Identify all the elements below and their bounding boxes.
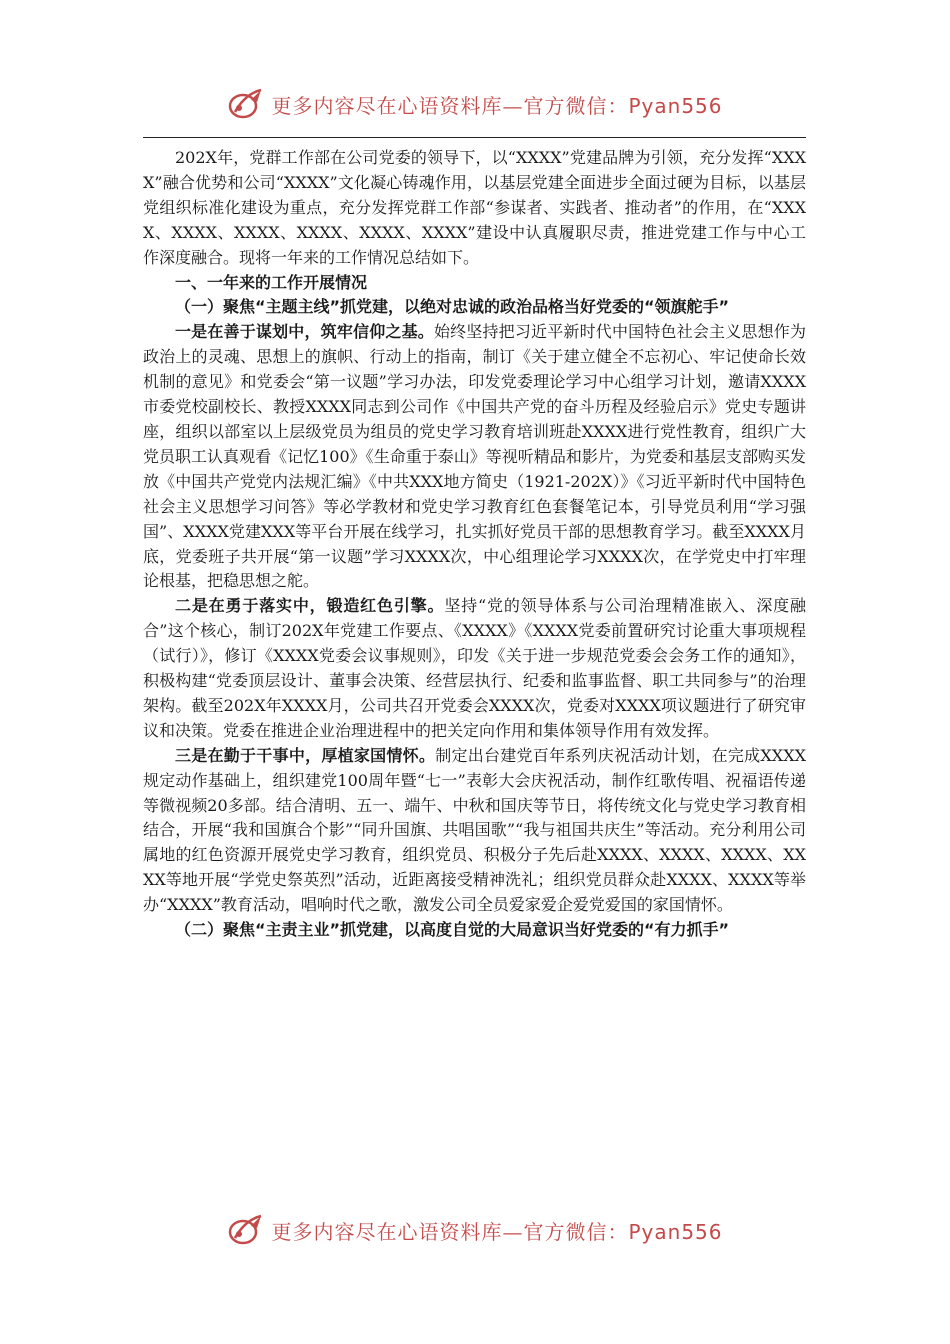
footer-banner xyxy=(0,1210,950,1250)
paragraph-3-lead: 三是在勤于干事中，厚植家国情怀。 xyxy=(175,745,436,765)
paragraph-3 xyxy=(143,744,806,918)
paragraph-2 xyxy=(143,594,806,743)
section-heading-1: 一、一年来的工作开展情况 xyxy=(175,272,368,292)
footer-wechat-id: Pyan556 xyxy=(628,1219,723,1244)
footer-banner-text: 更多内容尽在心语资料库—官方微信：Pyan556 xyxy=(271,1219,723,1244)
subsection-heading-1: （一）聚焦“主题主线”抓党建，以绝对忠诚的政治品格当好党委的“领旗舵手” xyxy=(175,297,730,317)
document-body xyxy=(143,146,806,943)
subsection-heading-2: （二）聚焦“主责主业”抓党建，以高度自觉的大局意识当好党委的“有力抓手” xyxy=(175,920,730,940)
paragraph-2-lead: 二是在勇于落实中，锻造红色引擎。 xyxy=(175,596,445,616)
pen-swirl-logo-icon xyxy=(227,1212,265,1248)
header-rule xyxy=(143,137,806,138)
pen-swirl-logo-icon xyxy=(227,86,265,122)
intro-paragraph: 202X年，党群工作部在公司党委的领导下，以“XXXX”党建品牌为引领，充分发挥“XXXX”融合优势和公司“XXXX”文化凝心铸魂作用，以基层党建全面进步全面过硬为目标，以基层党组织标准化建设为重点，充分发挥党群工作部“参谋者、实践者、推动者”的作用，在“XXXX、XXXX、XXXX、XXXX、XXXX、XXXX”建设中认真履职尽责，推进党建工作与中心工作深度融合。现将一年来的工作情况总结如下。 xyxy=(143,148,806,267)
paragraph-2-body: 坚持“党的领导体系与公司治理精准嵌入、深度融合”这个核心，制订202X年党建工作要点、《XXXX》《XXXX党委前置研究讨论重大事项规程（试行）》，修订《XXXX党委会议事规则》，印发《关于进一步规范党委会会务工作的通知》，积极构建“党委顶层设计、董事会决策、经营层执行、纪委和监事监督、职工共同参与”的治理架构。截至202X年XXXX月，公司共召开党委会XXXX次，党委对XXXX项议题进行了研究审议和决策。党委在推进企业治理进程中的把关定向作用和集体领导作用有效发挥。 xyxy=(143,596,806,740)
header-banner xyxy=(0,84,950,124)
paragraph-3-body: 制定出台建党百年系列庆祝活动计划，在完成XXXX规定动作基础上，组织建党100周年暨“七一”表彰大会庆祝活动，制作红歌传唱、祝福语传递等微视频20多部。结合清明、五一、端午、中秋和国庆等节日，将传统文化与党史学习教育相结合，开展“我和国旗合个影”“同升国旗、共唱国歌”“我与祖国共庆生”等活动。充分利用公司属地的红色资源开展党史学习教育，组织党员、积极分子先后赴XXXX、XXXX、XXXX、XXXX等地开展“学党史祭英烈”活动，近距离接受精神洗礼；组织党员群众赴XXXX、XXXX等举办“XXXX”教育活动，唱响时代之歌，激发公司全员爱家爱企爱党爱国的家国情怀。 xyxy=(143,745,806,915)
paragraph-1-lead: 一是在善于谋划中，筑牢信仰之基。 xyxy=(175,322,434,342)
paragraph-1 xyxy=(143,320,806,594)
header-wechat-id: Pyan556 xyxy=(628,93,723,118)
header-banner-text: 更多内容尽在心语资料库—官方微信：Pyan556 xyxy=(271,93,723,118)
paragraph-1-body: 始终坚持把习近平新时代中国特色社会主义思想作为政治上的灵魂、思想上的旗帜、行动上的指南，制订《关于建立健全不忘初心、牢记使命长效机制的意见》和党委会“第一议题”学习办法，印发党委理论学习中心组学习计划，邀请XXXX市委党校副校长、教授XXXX同志到公司作《中国共产党的奋斗历程及经验启示》党史专题讲座，组织以部室以上层级党员为组员的党史学习教育培训班赴XXXX进行党性教育，组织广大党员职工认真观看《记忆100》《生命重于泰山》等视听精品和影片，为党委和基层支部购买发放《中国共产党党内法规汇编》《中共XXX地方简史（1921-202X）》《习近平新时代中国特色社会主义思想学习问答》等必学教材和党史学习教育红色套餐笔记本，引导党员利用“学习强国”、XXXX党建XXX等平台开展在线学习，扎实抓好党员干部的思想教育学习。截至XXXX月底，党委班子共开展“第一议题”学习XXXX次，中心组理论学习XXXX次，在学党史中打牢理论根基，把稳思想之舵。 xyxy=(143,322,806,591)
